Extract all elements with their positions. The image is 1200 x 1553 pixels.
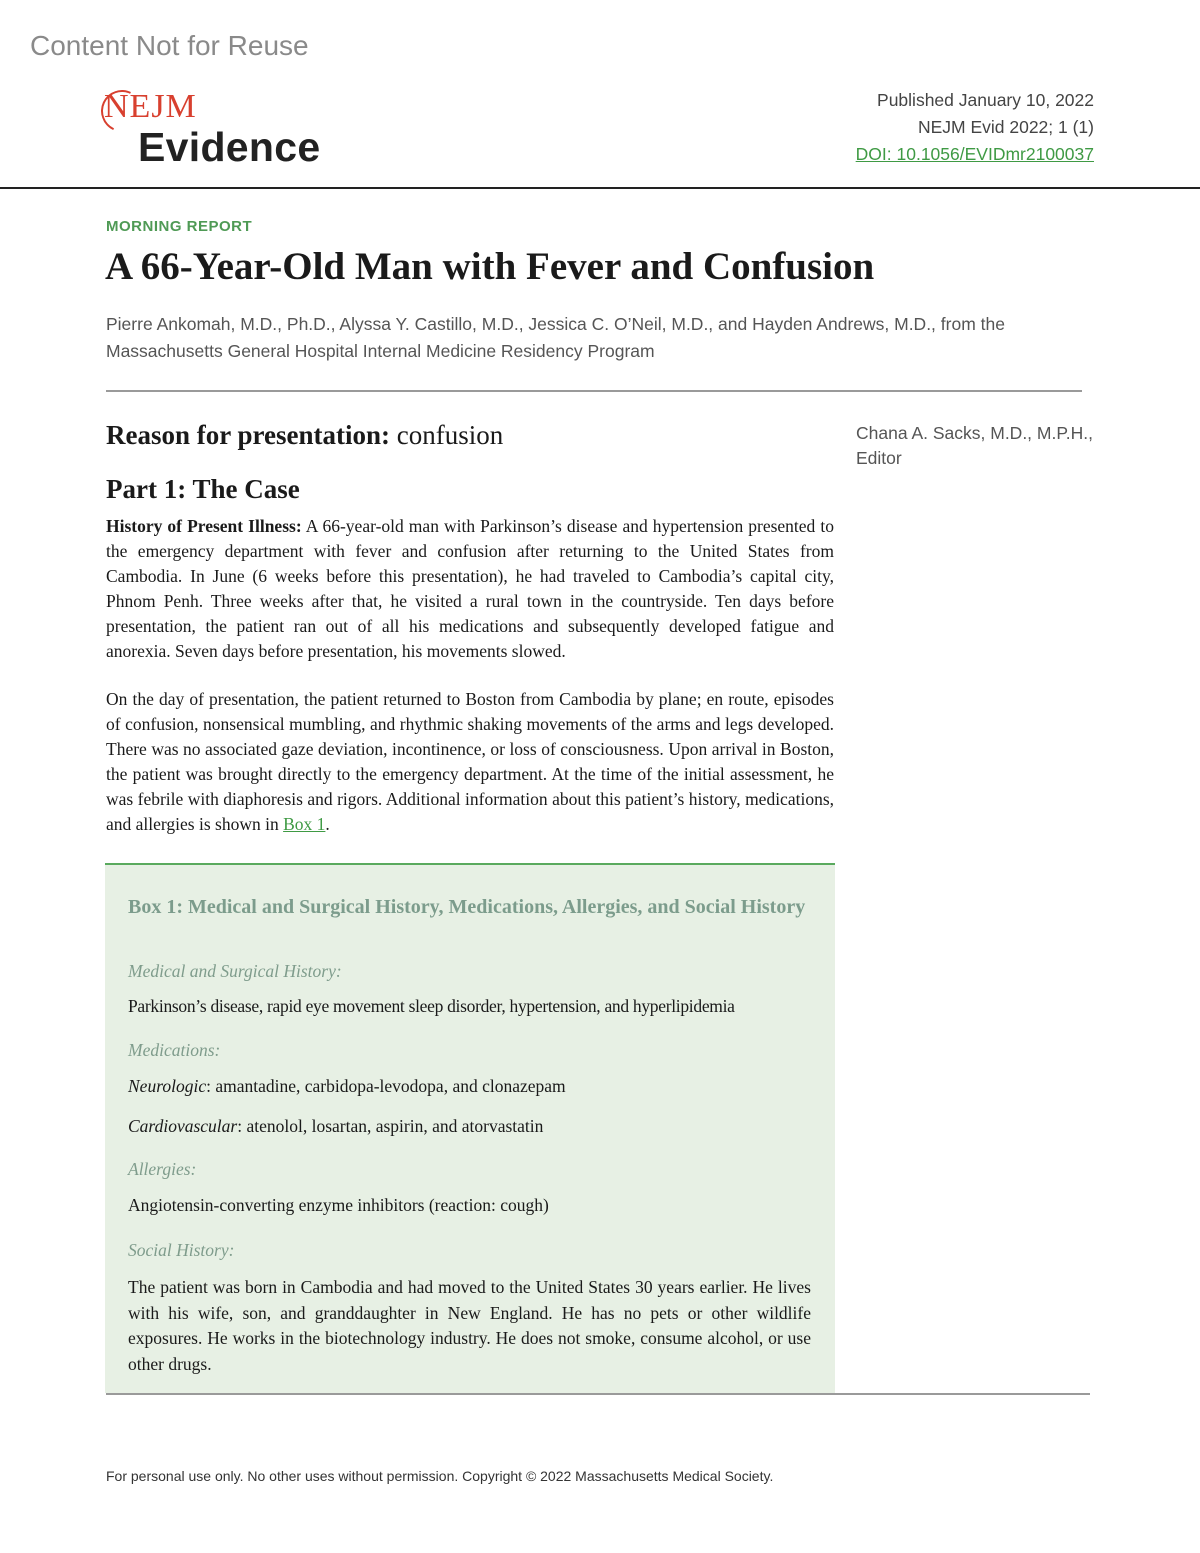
social-history-heading: Social History: — [128, 1240, 235, 1260]
allergies-heading: Allergies: — [128, 1159, 197, 1179]
logo-nejm-text: NEJM — [104, 88, 197, 125]
part-heading: Part 1: The Case — [106, 474, 300, 504]
presentation-period: . — [325, 814, 330, 835]
neurologic-text: : amantadine, carbidopa-levodopa, and clonazepam — [206, 1076, 566, 1096]
section-label: MORNING REPORT — [106, 218, 253, 235]
copyright-footer: For personal use only. No other uses without permission. Copyright © 2022 Massachusetts Medical Society. — [106, 1468, 774, 1484]
cardiovascular-label: Cardiovascular — [128, 1116, 238, 1136]
cardiovascular-text: : atenolol, losartan, aspirin, and atorvastatin — [237, 1116, 544, 1136]
nejm-evidence-logo[interactable] — [104, 88, 334, 170]
content-not-for-reuse-watermark: Content Not for Reuse — [30, 30, 309, 61]
box-1-link[interactable]: Box 1 — [283, 814, 326, 835]
author-list: Pierre Ankomah, M.D., Ph.D., Alyssa Y. Castillo, M.D., Jessica C. O’Neil, M.D., and Hayden Andrews, M.D., from the Massachusetts General Hospital Internal Medicine Residency Program — [106, 314, 1005, 361]
article-title: A 66-Year-Old Man with Fever and Confusion — [105, 245, 875, 288]
medical-surgical-history-text: Parkinson’s disease, rapid eye movement sleep disorder, hypertension, and hyperlipidemia — [128, 996, 735, 1016]
hpi-label: History of Present Illness: — [106, 516, 302, 536]
editor-credit — [856, 421, 1093, 471]
reason-value: confusion — [396, 420, 504, 450]
reason-for-presentation — [106, 420, 503, 451]
editor-name: Chana A. Sacks, M.D., M.P.H., — [856, 423, 1093, 443]
box-bottom-divider — [106, 1393, 1090, 1395]
medical-surgical-history-heading: Medical and Surgical History: — [128, 961, 342, 981]
publication-info — [856, 87, 1094, 168]
allergies-text: Angiotensin-converting enzyme inhibitors (reaction: cough) — [128, 1195, 549, 1215]
social-history-text: The patient was born in Cambodia and had moved to the United States 30 years earlier. He lives with his wife, son, and granddaughter in New England. He has no pets or other wildlife exposures. He works in the biotechnology industry. He does not smoke, consume alcohol, or use other drugs. — [128, 1277, 811, 1374]
citation: NEJM Evid 2022; 1 (1) — [917, 117, 1094, 137]
history-present-illness-paragraph — [106, 514, 834, 665]
authors-divider — [106, 390, 1082, 392]
medications-heading: Medications: — [128, 1040, 221, 1060]
logo-evidence-text: Evidence — [138, 124, 321, 170]
published-date: Published January 10, 2022 — [877, 90, 1094, 110]
doi-link[interactable]: DOI: 10.1056/EVIDmr2100037 — [855, 144, 1094, 164]
neurologic-label: Neurologic — [128, 1076, 207, 1096]
hpi-text: A 66-year-old man with Parkinson’s disease and hypertension presented to the emergency department with fever and confusion after returning to the United States from Cambodia. In June (6 weeks before this presentation), he had traveled to Cambodia’s capital city, Phnom Penh. Three weeks after that, he visited a rural town in the countryside. Ten days before presentation, the patient ran out of all his medications and subsequently developed fatigue and anorexia. Seven days before presentation, his movements slowed. — [106, 516, 834, 662]
neurologic-medications — [128, 1076, 811, 1097]
presentation-paragraph — [106, 687, 834, 838]
cardiovascular-medications — [128, 1116, 811, 1137]
presentation-text: On the day of presentation, the patient returned to Boston from Cambodia by plane; en route, episodes of confusion, nonsensical mumbling, and rhythmic shaking movements of the arms and legs developed. There was no associated gaze deviation, incontinence, or loss of consciousness. Upon arrival in Boston, the patient was brought directly to the emergency department. At the time of the initial assessment, he was febrile with diaphoresis and rigors. Additional information about this patient’s history, medications, and allergies is shown in — [106, 689, 834, 835]
box-1-panel — [105, 863, 835, 1393]
box-1-title: Box 1: Medical and Surgical History, Medications, Allergies, and Social History — [128, 896, 806, 918]
reason-label: Reason for presentation: — [106, 420, 390, 450]
editor-role: Editor — [856, 448, 902, 468]
header-divider — [0, 187, 1200, 189]
